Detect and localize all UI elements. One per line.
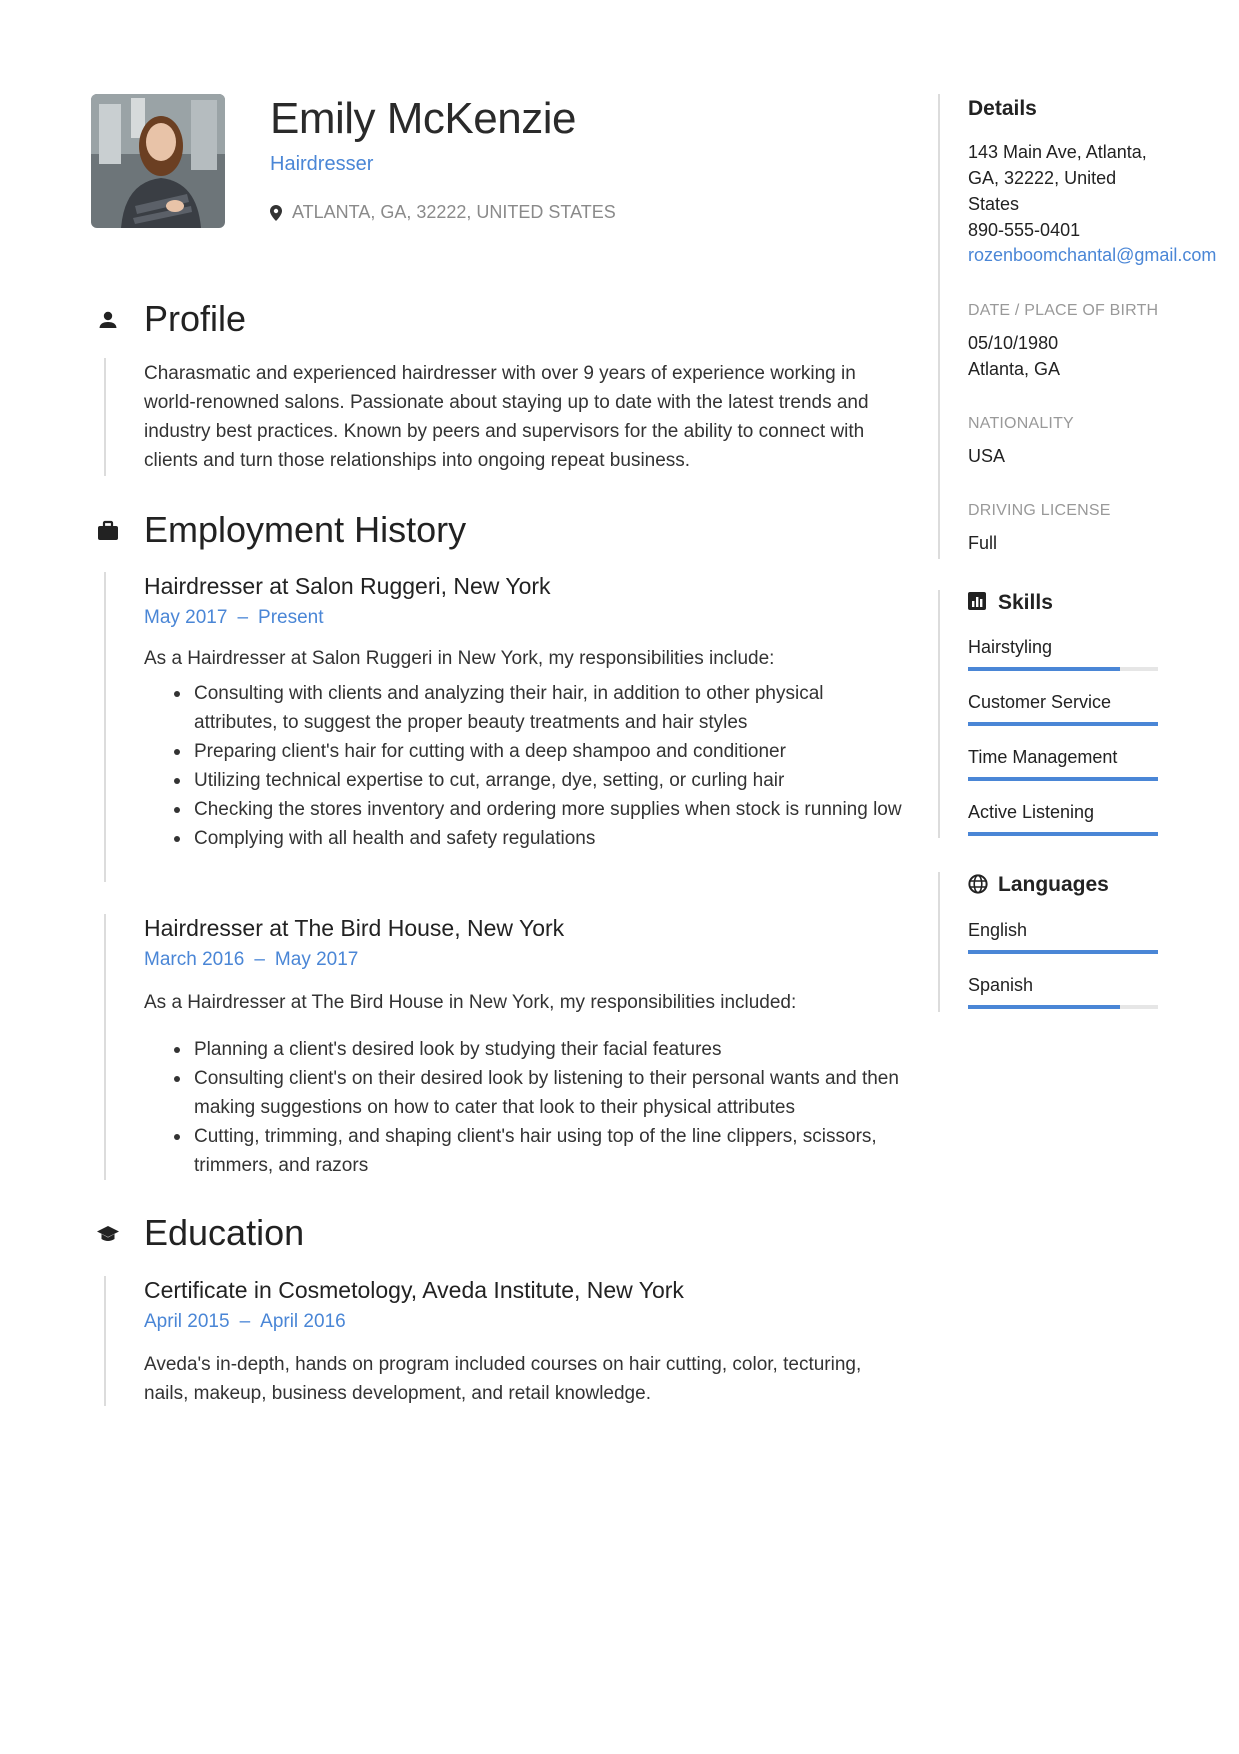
driving-license-label: DRIVING LICENSE (968, 502, 1111, 519)
job-divider (104, 914, 106, 1180)
job-dates (144, 949, 358, 971)
responsibility-item: Planning a client's desired look by studying their facial features (144, 1035, 904, 1064)
skills-heading: Skills (998, 591, 1053, 614)
skill-level-bar (968, 777, 1158, 781)
skill-name: Customer Service (968, 692, 1112, 712)
globe-icon (968, 874, 988, 894)
job-divider (104, 572, 106, 882)
education-start-date: April 2015 (144, 1311, 230, 1332)
date-separator: – (254, 949, 265, 970)
candidate-location (270, 202, 616, 223)
graduation-cap-icon (96, 1222, 120, 1246)
driving-license-value: Full (968, 533, 998, 553)
skill-level-fill (968, 832, 1158, 836)
profile-heading: Profile (144, 298, 247, 339)
education-heading: Education (144, 1212, 305, 1253)
details-heading: Details (968, 97, 1037, 120)
responsibility-item: Complying with all health and safety regulations (144, 824, 904, 853)
language-name: English (968, 920, 1028, 940)
person-icon (96, 308, 120, 332)
job-dates (144, 607, 324, 629)
language-level-bar (968, 1005, 1158, 1009)
profile-divider (104, 358, 106, 476)
job-responsibilities (144, 679, 904, 853)
education-end-date: April 2016 (260, 1311, 346, 1332)
language-level-fill (968, 950, 1158, 954)
education-dates (144, 1311, 346, 1333)
date-separator: – (237, 607, 249, 628)
nationality-value: USA (968, 446, 1006, 466)
job-end-date: Present (258, 607, 324, 628)
dob-date: 05/10/1980 (968, 333, 1059, 353)
details-divider (938, 94, 940, 559)
details-email-link[interactable]: rozenboomchantal@gmail.com (968, 245, 1217, 265)
employment-heading: Employment History (144, 509, 467, 550)
location-pin-icon (270, 205, 282, 221)
skill-name: Hairstyling (968, 637, 1053, 657)
languages-heading: Languages (998, 873, 1109, 896)
job-intro: As a Hairdresser at Salon Ruggeri in New York, my responsibilities include: (144, 648, 775, 669)
education-description: Aveda's in-depth, hands on program included courses on hair cutting, color, tecturing, nails, makeup, business development, and retail knowledge. (144, 1354, 862, 1404)
nationality-label: NATIONALITY (968, 415, 1074, 432)
skill-level-fill (968, 777, 1158, 781)
skill-level-fill (968, 667, 1120, 671)
responsibility-item: Preparing client's hair for cutting with a deep shampoo and conditioner (144, 737, 904, 766)
details-address: 143 Main Ave, Atlanta, GA, 32222, United States (968, 142, 1147, 214)
candidate-name: Emily McKenzie (270, 94, 576, 143)
job-title: Hairdresser at The Bird House, New York (144, 915, 565, 941)
job-end-date: May 2017 (274, 949, 359, 970)
job-responsibilities (144, 1035, 904, 1180)
dob-label: DATE / PLACE OF BIRTH (968, 302, 1159, 319)
education-title: Certificate in Cosmetology, Aveda Institute, New York (144, 1277, 684, 1303)
profile-summary: Charasmatic and experienced hairdresser with over 9 years of experience working in world-renowned salons. Passionate about staying up to date with the latest trends and industry best practices. Known by peers and supervisors for the ability to connect with clients and turn those relationships into ongoing repeat business. (144, 363, 869, 471)
skill-name: Time Management (968, 747, 1118, 767)
education-divider (104, 1276, 106, 1406)
languages-divider (938, 872, 940, 1012)
language-level-fill (968, 1005, 1120, 1009)
language-level-bar (968, 950, 1158, 954)
date-separator: – (239, 1311, 251, 1332)
skill-level-bar (968, 667, 1158, 671)
responsibility-item: Utilizing technical expertise to cut, arrange, dye, setting, or curling hair (144, 766, 904, 795)
skill-name: Active Listening (968, 802, 1095, 822)
candidate-job-title: Hairdresser (270, 153, 374, 175)
language-name: Spanish (968, 975, 1034, 995)
responsibility-item: Cutting, trimming, and shaping client's hair using top of the line clippers, scissors, trimmers, and razors (144, 1122, 904, 1180)
skill-level-bar (968, 832, 1158, 836)
responsibility-item: Checking the stores inventory and ordering more supplies when stock is running low (144, 795, 904, 824)
details-phone: 890-555-0401 (968, 220, 1081, 240)
responsibility-item: Consulting with clients and analyzing their hair, in addition to other physical attributes, to suggest the proper beauty treatments and hair styles (144, 679, 904, 737)
location-text: ATLANTA, GA, 32222, UNITED STATES (292, 202, 616, 222)
skill-level-fill (968, 722, 1158, 726)
briefcase-icon (96, 519, 120, 543)
birth-place: Atlanta, GA (968, 359, 1061, 379)
job-intro: As a Hairdresser at The Bird House in New York, my responsibilities included: (144, 992, 797, 1013)
profile-photo (91, 94, 225, 228)
job-start-date: May 2017 (144, 607, 228, 628)
skills-divider (938, 590, 940, 838)
skill-level-bar (968, 722, 1158, 726)
job-start-date: March 2016 (144, 949, 245, 970)
responsibility-item: Consulting client's on their desired look by listening to their personal wants and then making suggestions on how to cater that look to their physical attributes (144, 1064, 904, 1122)
bar-chart-icon (968, 592, 986, 610)
job-title: Hairdresser at Salon Ruggeri, New York (144, 573, 551, 599)
